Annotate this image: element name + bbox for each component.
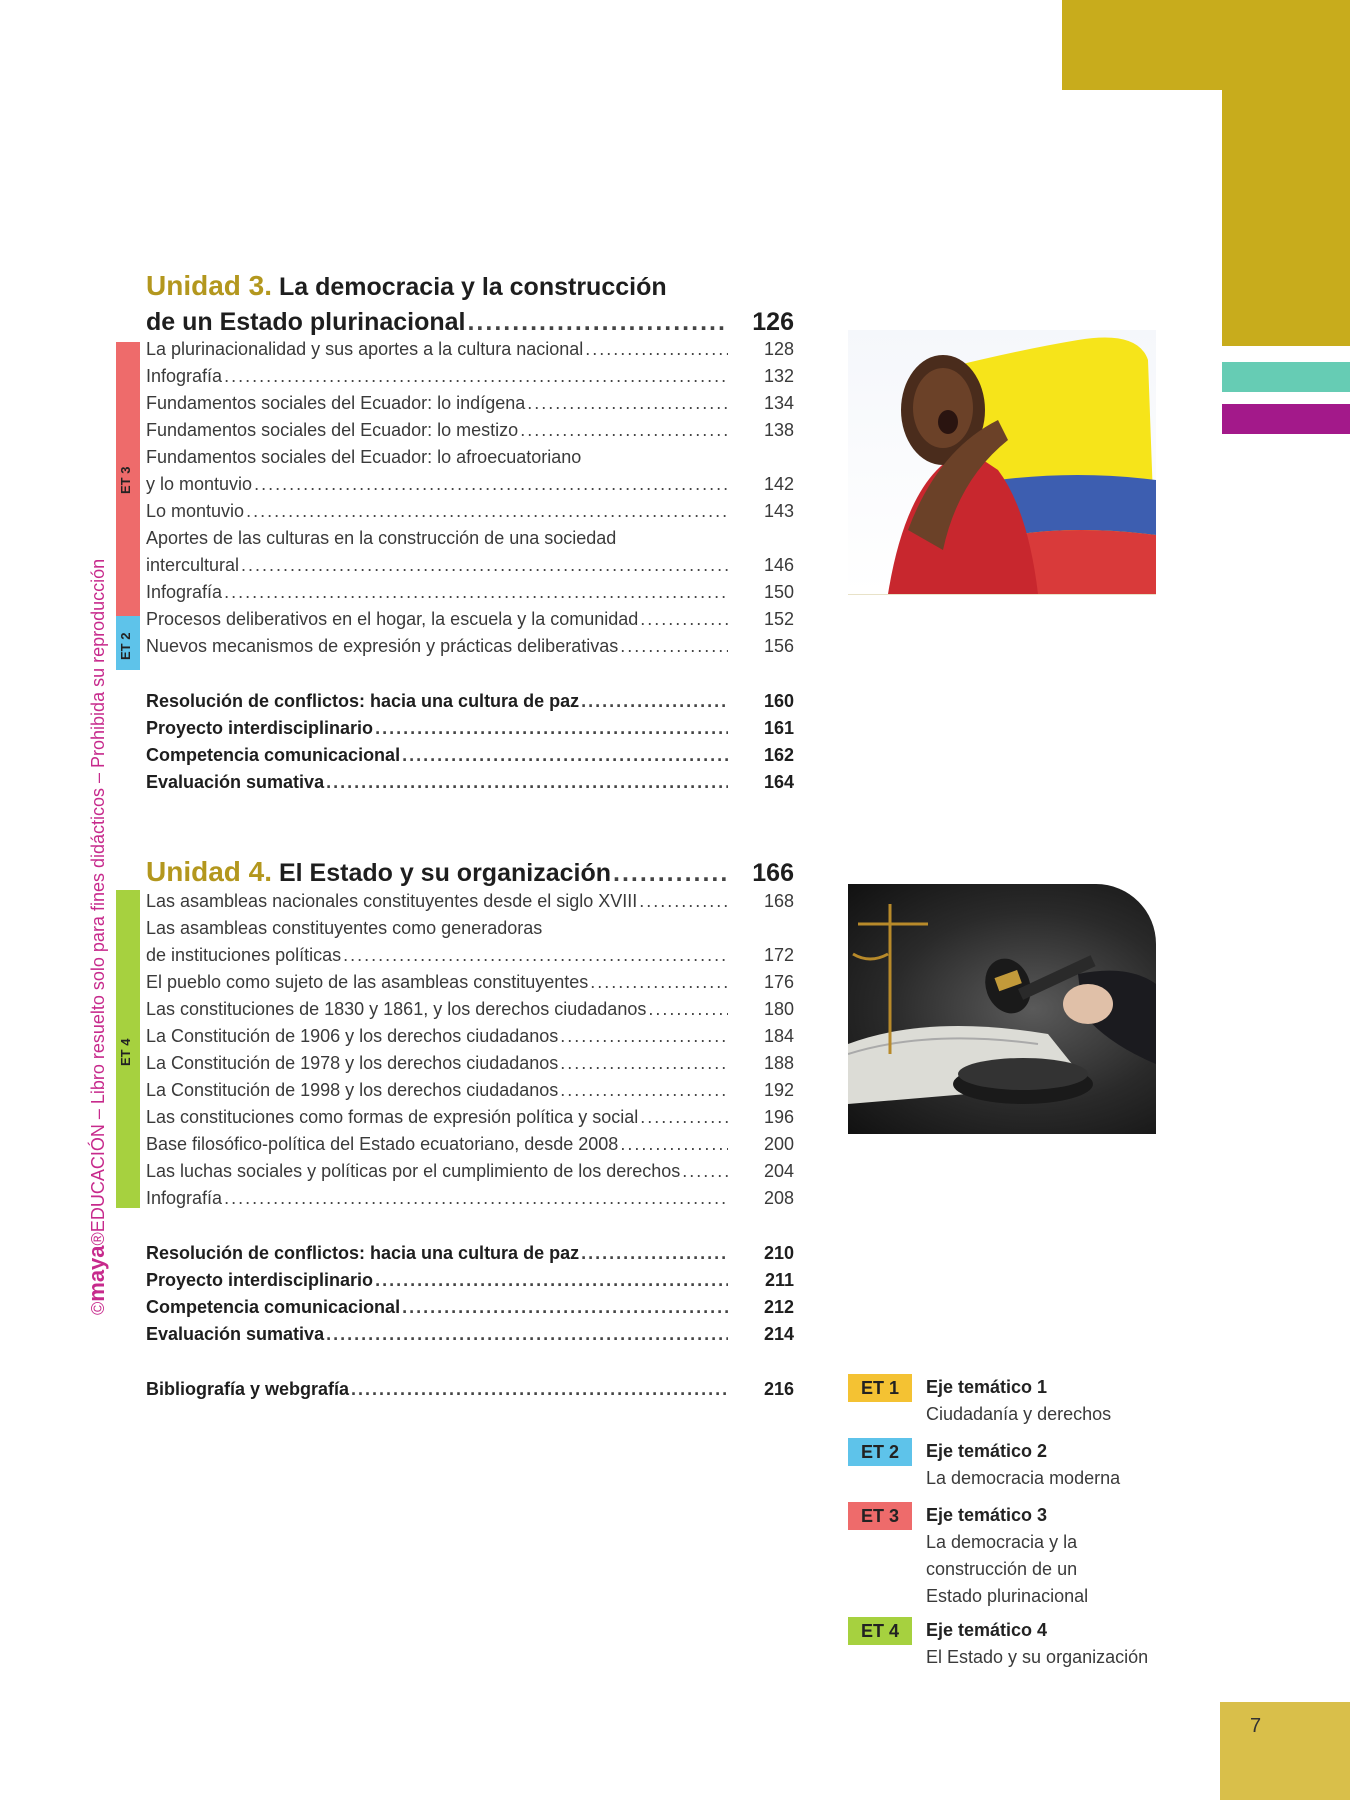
leader-dots (246, 498, 728, 525)
copyright-notice (84, 559, 110, 1315)
page-ref: 156 (763, 636, 794, 656)
toc-entry[interactable] (146, 915, 794, 942)
page-ref: 180 (763, 999, 794, 1019)
leader-dots (402, 742, 728, 769)
page-ref: 150 (763, 582, 794, 602)
leader-dots (224, 363, 728, 390)
leader-dots (581, 1240, 728, 1267)
leader-dots (639, 888, 728, 915)
page-ref: 126 (752, 308, 794, 336)
leader-dots (375, 1267, 728, 1294)
page-ref: 216 (763, 1379, 794, 1399)
toc-entry[interactable] (146, 1158, 794, 1185)
leader-dots (402, 1294, 728, 1321)
page-ref: 134 (763, 393, 794, 413)
page-ref: 211 (764, 1270, 794, 1290)
unit3-title-line1: La democracia y la construcción (278, 273, 667, 301)
toc-entry[interactable] (146, 969, 794, 996)
toc-entry[interactable] (146, 1023, 794, 1050)
entry-title: intercultural (146, 555, 240, 575)
copyright-text: EDUCACIÓN – Libro resuelto solo para fines didácticos – Prohibida su reproducción (88, 558, 108, 1233)
page-ref: 142 (763, 474, 794, 494)
leader-dots (613, 855, 728, 891)
legend-tag: ET 1 (848, 1374, 912, 1402)
unit4-title-row[interactable] (146, 854, 794, 890)
unit3-title-line2: de un Estado plurinacional (146, 308, 466, 336)
legend-text (926, 1502, 1126, 1610)
leader-dots (351, 1376, 728, 1403)
legend-desc: Ciudadanía y derechos (926, 1404, 1112, 1424)
unit4-title: El Estado y su organización (278, 859, 611, 887)
entry-title: El pueblo como sujeto de las asambleas constituyentes (146, 972, 589, 992)
page-ref: 176 (763, 972, 794, 992)
entry-title: Competencia comunicacional (146, 745, 401, 765)
entry-title: Resolución de conflictos: hacia una cultura de paz (146, 1243, 580, 1263)
toc-entry[interactable] (146, 1131, 794, 1158)
page-ref: 188 (763, 1053, 794, 1073)
leader-dots (326, 1321, 728, 1348)
toc-entry[interactable] (146, 390, 794, 417)
legend-tag: ET 4 (848, 1617, 912, 1645)
leader-dots (585, 336, 728, 363)
entry-title: Las constituciones de 1830 y 1861, y los derechos ciudadanos (146, 999, 647, 1019)
toc-entry[interactable] (146, 1104, 794, 1131)
entry-title: Las constituciones como formas de expresión política y social (146, 1107, 639, 1127)
legend-text (926, 1438, 1186, 1492)
page-ref: 192 (763, 1080, 794, 1100)
toc-entry[interactable] (146, 579, 794, 606)
entry-title: Evaluación sumativa (146, 772, 325, 792)
page-ref: 210 (763, 1243, 794, 1263)
leader-dots (640, 606, 728, 633)
leader-dots (520, 417, 728, 444)
toc-entry-bold[interactable] (146, 1294, 794, 1321)
entry-title: Bibliografía y webgrafía (146, 1379, 350, 1399)
entry-title: Infografía (146, 582, 223, 602)
entry-title: Procesos deliberativos en el hogar, la escuela y la comunidad (146, 609, 639, 629)
entry-title: Las asambleas constituyentes como generadoras (146, 918, 543, 938)
entry-title: La Constitución de 1906 y los derechos ciudadanos (146, 1026, 559, 1046)
leader-dots (467, 306, 728, 338)
page-ref: 212 (763, 1297, 794, 1317)
leader-dots (682, 1158, 728, 1185)
entry-title: Las luchas sociales y políticas por el cumplimiento de los derechos (146, 1161, 681, 1181)
toc-entry[interactable] (146, 498, 794, 525)
unit4-heading (146, 854, 611, 891)
theme-bar-et4 (116, 890, 140, 1208)
leader-dots (224, 579, 728, 606)
copyright-symbol: © (88, 1301, 108, 1315)
leader-dots (640, 1104, 728, 1131)
registered-mark: ® (88, 1232, 108, 1246)
theme-bar-et2 (116, 616, 140, 670)
entry-title: Base filosófico-política del Estado ecuatoriano, desde 2008 (146, 1134, 619, 1154)
toc-entry-bold[interactable] (146, 688, 794, 715)
leader-dots (343, 942, 728, 969)
leader-dots (326, 769, 728, 796)
leader-dots (620, 633, 728, 660)
brand-name: maya (84, 1245, 109, 1302)
page-ref: 204 (763, 1161, 794, 1181)
entry-title: y lo montuvio (146, 474, 253, 494)
leader-dots (241, 552, 728, 579)
toc-entry[interactable] (146, 1185, 794, 1212)
toc-entry[interactable] (146, 444, 794, 471)
theme-bar-label: ET 2 (118, 632, 133, 660)
leader-dots (590, 969, 728, 996)
entry-title: Fundamentos sociales del Ecuador: lo afroecuatoriano (146, 447, 582, 467)
page-ref: 164 (763, 772, 794, 792)
page-ref: 128 (763, 339, 794, 359)
page-ref: 168 (763, 891, 794, 911)
toc-entry[interactable] (146, 471, 794, 498)
page-ref: 132 (763, 366, 794, 386)
page-ref: 200 (763, 1134, 794, 1154)
entry-title: Aportes de las culturas en la construcción de una sociedad (146, 528, 617, 548)
toc-entry[interactable] (146, 363, 794, 390)
page-ref: 160 (763, 691, 794, 711)
toc-entry[interactable] (146, 417, 794, 444)
entry-title: Resolución de conflictos: hacia una cultura de paz (146, 691, 580, 711)
toc-entry[interactable] (146, 552, 794, 579)
toc-entry[interactable] (146, 888, 794, 915)
legend-heading: Eje temático 4 (926, 1620, 1048, 1640)
entry-title: La Constitución de 1998 y los derechos ciudadanos (146, 1080, 559, 1100)
entry-title: Evaluación sumativa (146, 1324, 325, 1344)
unit3-title-row[interactable] (146, 306, 794, 338)
legend-heading: Eje temático 1 (926, 1377, 1048, 1397)
decorative-block-olive-right (1222, 0, 1350, 346)
entry-title: de instituciones políticas (146, 945, 342, 965)
theme-bar-label: ET 4 (118, 1038, 133, 1066)
toc-entry[interactable] (146, 525, 794, 552)
entry-title: La plurinacionalidad y sus aportes a la cultura nacional (146, 339, 584, 359)
page-ref: 138 (763, 420, 794, 440)
legend-desc: La democracia moderna (926, 1468, 1121, 1488)
decorative-stripe-teal (1222, 362, 1350, 392)
toc-entry-bold[interactable] (146, 1267, 794, 1294)
page-ref: 196 (763, 1107, 794, 1127)
toc-entry-bold[interactable] (146, 1240, 794, 1267)
toc-entry-bold[interactable] (146, 715, 794, 742)
leader-dots (620, 1131, 728, 1158)
leader-dots (560, 1050, 728, 1077)
decorative-stripe-magenta (1222, 404, 1350, 434)
unit3-number: Unidad 3. (146, 270, 273, 301)
legend-tag: ET 2 (848, 1438, 912, 1466)
entry-title: Fundamentos sociales del Ecuador: lo indígena (146, 393, 526, 413)
page-ref: 152 (763, 609, 794, 629)
entry-title: Infografía (146, 1188, 223, 1208)
toc-entry[interactable] (146, 996, 794, 1023)
page-ref: 214 (763, 1324, 794, 1344)
toc-entry[interactable] (146, 942, 794, 969)
photo-woman-with-flag (848, 330, 1156, 595)
leader-dots (375, 715, 728, 742)
page-number: 7 (1250, 1715, 1262, 1737)
entry-title: Proyecto interdisciplinario (146, 718, 374, 738)
toc-entry[interactable] (146, 606, 794, 633)
page-ref: 166 (752, 859, 794, 887)
page-ref: 161 (763, 718, 794, 738)
toc-entry-bold[interactable] (146, 742, 794, 769)
photo-justice-gavel (848, 884, 1156, 1134)
toc-entry[interactable] (146, 336, 794, 363)
leader-dots (648, 996, 728, 1023)
unit3-heading (146, 270, 667, 302)
legend-heading: Eje temático 3 (926, 1505, 1048, 1525)
leader-dots (560, 1077, 728, 1104)
leader-dots (254, 471, 728, 498)
entry-title: Fundamentos sociales del Ecuador: lo mestizo (146, 420, 519, 440)
leader-dots (527, 390, 728, 417)
legend-text (926, 1374, 1186, 1428)
legend-heading: Eje temático 2 (926, 1441, 1048, 1461)
legend-text (926, 1617, 1186, 1671)
toc-entry[interactable] (146, 633, 794, 660)
page-ref: 143 (763, 501, 794, 521)
leader-dots (224, 1185, 728, 1212)
page-ref: 172 (763, 945, 794, 965)
entry-title: Nuevos mecanismos de expresión y prácticas deliberativas (146, 636, 619, 656)
page-ref: 146 (763, 555, 794, 575)
unit4-number: Unidad 4. (146, 856, 273, 887)
theme-bar-label: ET 3 (118, 466, 133, 494)
entry-title: La Constitución de 1978 y los derechos ciudadanos (146, 1053, 559, 1073)
legend-desc: El Estado y su organización (926, 1647, 1149, 1667)
toc-entry[interactable] (146, 1050, 794, 1077)
entry-title: Infografía (146, 366, 223, 386)
toc-entry[interactable] (146, 1077, 794, 1104)
legend-tag: ET 3 (848, 1502, 912, 1530)
entry-title: Lo montuvio (146, 501, 245, 521)
page-ref: 162 (763, 745, 794, 765)
gavel-illustration (848, 884, 1156, 1134)
page-ref: 208 (763, 1188, 794, 1208)
leader-dots (560, 1023, 728, 1050)
entry-title: Las asambleas nacionales constituyentes desde el siglo XVIII (146, 891, 638, 911)
toc-entry-bibliography[interactable] (146, 1376, 794, 1403)
theme-bar-et3 (116, 342, 140, 616)
page-number-box (1220, 1702, 1350, 1800)
entry-title: Competencia comunicacional (146, 1297, 401, 1317)
leader-dots (581, 688, 728, 715)
page-ref: 184 (763, 1026, 794, 1046)
toc-entry-bold[interactable] (146, 769, 794, 796)
flag-illustration (848, 330, 1156, 594)
legend-desc: La democracia y la construcción de un Estado plurinacional (926, 1532, 1089, 1606)
toc-entry-bold[interactable] (146, 1321, 794, 1348)
entry-title: Proyecto interdisciplinario (146, 1270, 374, 1290)
